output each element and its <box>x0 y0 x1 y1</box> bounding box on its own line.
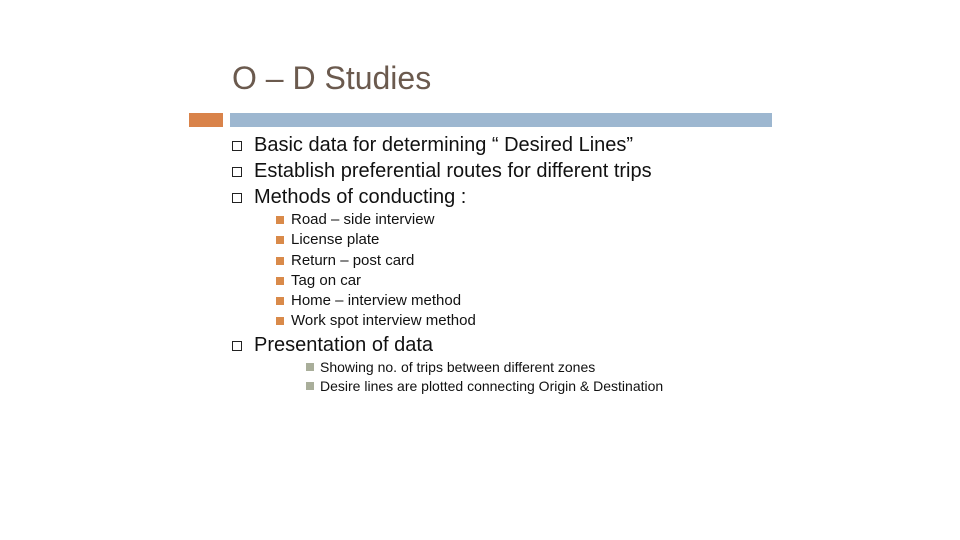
methods-list <box>232 210 792 332</box>
bullet-item <box>232 184 792 210</box>
bullet-text: Presentation of data <box>254 333 434 356</box>
filled-square-bullet-icon <box>306 363 314 371</box>
sub-bullet-text: Home – interview method <box>291 292 462 310</box>
square-bullet-icon <box>232 341 242 351</box>
bullet-text: Basic data for determining “ Desired Lines” <box>254 134 634 156</box>
sub-bullet-text: Work spot interview method <box>291 312 476 330</box>
sub-bullet-item <box>274 251 792 271</box>
filled-square-bullet-icon <box>276 216 284 224</box>
accent-bar-orange <box>189 113 223 127</box>
sub-bullet-text: Showing no. of trips between different zones <box>320 358 596 375</box>
square-bullet-icon <box>232 141 242 151</box>
sub-bullet-item <box>274 271 792 291</box>
filled-square-bullet-icon <box>276 257 284 265</box>
sub-bullet-text: Road – side interview <box>291 211 435 228</box>
bullet-text: Methods of conducting : <box>254 186 467 208</box>
filled-square-bullet-icon <box>276 317 284 325</box>
sub-bullet-item <box>274 311 792 331</box>
bullet-item <box>232 158 792 184</box>
sub-bullet-text: License plate <box>291 231 380 249</box>
sub-bullet-item <box>274 230 792 250</box>
accent-bar-blue <box>230 113 772 127</box>
filled-square-bullet-icon <box>276 297 284 305</box>
sub-bullet-text: Desire lines are plotted connecting Origin & Destination <box>320 377 664 394</box>
slide-content <box>232 132 792 396</box>
filled-square-bullet-icon <box>276 236 284 244</box>
slide-title: O – D Studies <box>232 60 432 96</box>
square-bullet-icon <box>232 167 242 177</box>
bullet-item <box>232 332 792 358</box>
presentation-list <box>232 358 792 396</box>
sub-bullet-text: Tag on car <box>291 271 362 289</box>
sub-bullet-item <box>274 210 792 230</box>
filled-square-bullet-icon <box>306 382 314 390</box>
sub-bullet-item <box>304 358 792 377</box>
filled-square-bullet-icon <box>276 277 284 285</box>
sub-bullet-item <box>274 291 792 311</box>
square-bullet-icon <box>232 193 242 203</box>
bullet-item <box>232 132 792 158</box>
sub-bullet-item <box>304 377 792 396</box>
sub-bullet-text: Return – post card <box>291 251 415 269</box>
bullet-text: Establish preferential routes for different trips <box>254 160 652 182</box>
